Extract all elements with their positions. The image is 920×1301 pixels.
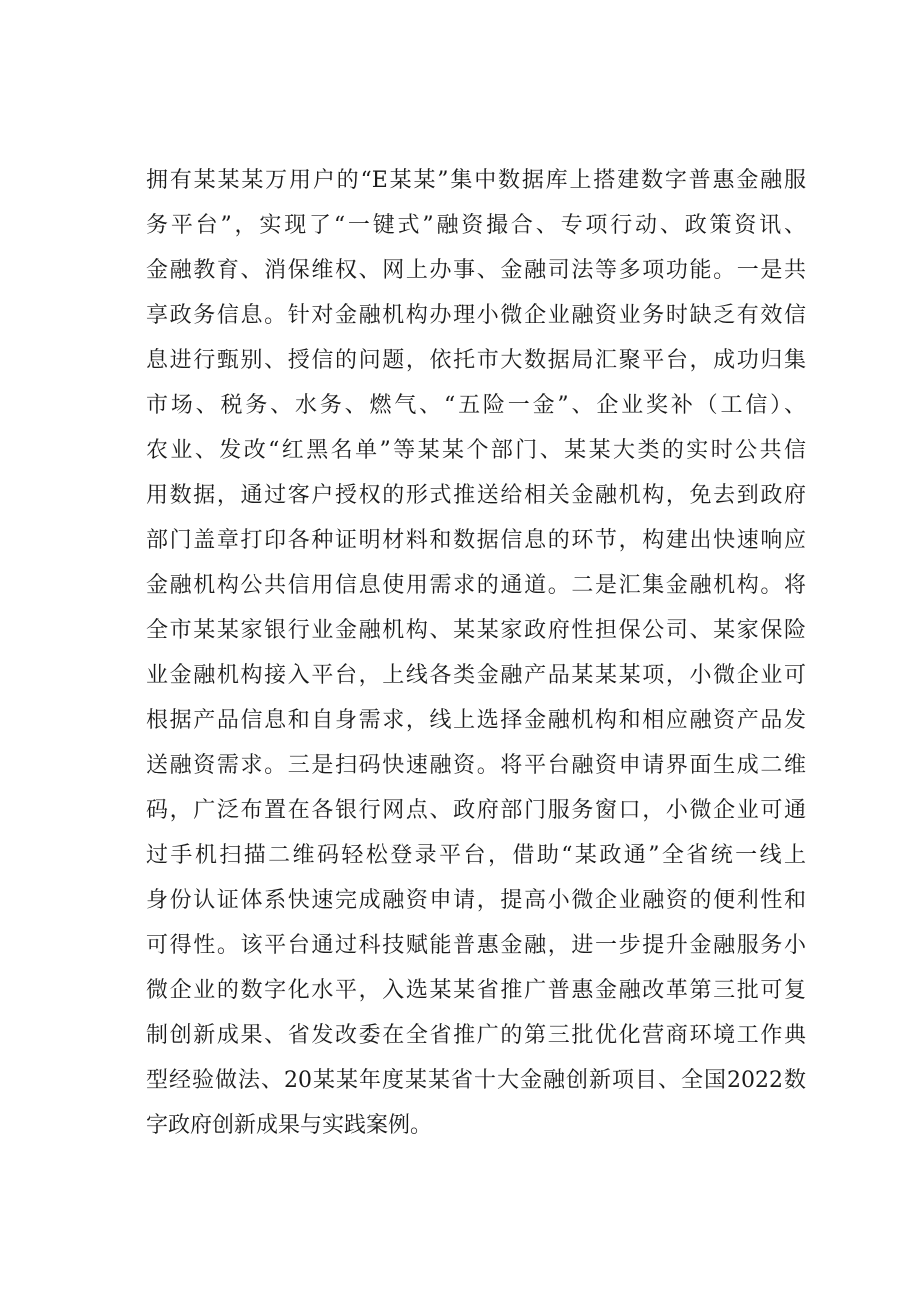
body-paragraph [146,158,806,1148]
paragraph-line: 拥有某某某万用户的“E某某”集中数据库上搭建数字普惠金融服 [146,168,806,193]
paragraph-line: 可得性。该平台通过科技赋能普惠金融，进一步提升金融服务小 [146,933,806,958]
paragraph-line: 业金融机构接入平台，上线各类金融产品某某某项，小微企业可 [146,663,806,688]
paragraph-line: 部门盖章打印各种证明材料和数据信息的环节，构建出快速响应 [146,528,806,553]
paragraph-line: 息进行甄别、授信的问题，依托市大数据局汇聚平台，成功归集 [146,348,806,373]
paragraph-line: 制创新成果、省发改委在全省推广的第三批优化营商环境工作典 [146,1023,806,1048]
paragraph-line: 用数据，通过客户授权的形式推送给相关金融机构，免去到政府 [146,483,806,508]
paragraph-line: 身份认证体系快速完成融资申请，提高小微企业融资的便利性和 [146,888,806,913]
paragraph-line: 码，广泛布置在各银行网点、政府部门服务窗口，小微企业可通 [146,798,806,823]
paragraph-line: 市场、税务、水务、燃气、“五险一金”、企业奖补（工信）、 [146,393,806,418]
paragraph-line: 字政府创新成果与实践案例。 [146,1113,433,1138]
paragraph-line: 型经验做法、20某某年度某某省十大金融创新项目、全国2022数 [146,1068,806,1093]
paragraph-line: 金融机构公共信用信息使用需求的通道。二是汇集金融机构。将 [146,573,806,598]
paragraph-line: 全市某某家银行业金融机构、某某家政府性担保公司、某家保险 [146,618,806,643]
paragraph-line: 农业、发改“红黑名单”等某某个部门、某某大类的实时公共信 [146,438,806,463]
paragraph-line: 送融资需求。三是扫码快速融资。将平台融资申请界面生成二维 [146,753,806,778]
paragraph-line: 过手机扫描二维码轻松登录平台，借助“某政通”全省统一线上 [146,843,806,868]
paragraph-line: 享政务信息。针对金融机构办理小微企业融资业务时缺乏有效信 [146,303,806,328]
paragraph-line: 务平台”，实现了“一键式”融资撮合、专项行动、政策资讯、 [146,213,806,238]
paragraph-line: 微企业的数字化水平，入选某某省推广普惠金融改革第三批可复 [146,978,806,1003]
paragraph-line: 金融教育、消保维权、网上办事、金融司法等多项功能。一是共 [146,258,806,283]
paragraph-line: 根据产品信息和自身需求，线上选择金融机构和相应融资产品发 [146,708,806,733]
